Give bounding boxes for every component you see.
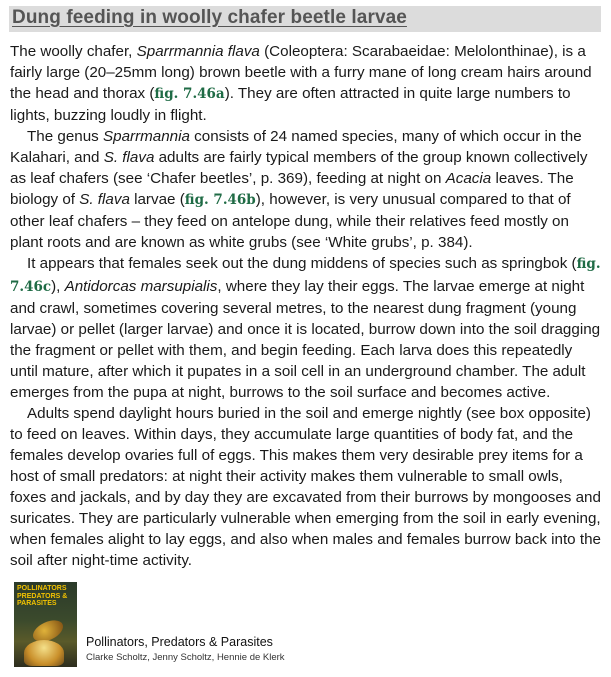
text-run: ). They are often attracted in quite large numbers to lights, buzzing loudly in flight.	[10, 85, 571, 125]
text-run: larvae (	[129, 191, 185, 209]
box-title: Dung feeding in woolly chafer beetle larvae	[12, 7, 407, 28]
text-run: It appears that females seek out the dung middens of species such as springbok (	[27, 255, 577, 273]
text-run: (Coleoptera: Scarabaeidae: Melolonthinae), is a fairly large (20–25mm long) brown beetle with a furry mane of long cream hairs around the head and thorax (	[10, 43, 592, 103]
book-authors: Clarke Scholtz, Jenny Scholtz, Hennie de Klerk	[86, 652, 285, 663]
paragraph-3	[10, 253, 602, 402]
text-run: adults are fairly typical members of the group known collectively as leaf chafers (see ‘Chafer beetles’, p. 369), feeding at night on	[10, 149, 588, 188]
text-run: The genus	[27, 128, 103, 146]
text-run: The woolly chafer,	[10, 43, 137, 60]
text-run: leaves. The biology of	[10, 170, 574, 209]
book-title: Pollinators, Predators & Parasites	[86, 635, 273, 649]
flower-illustration	[24, 640, 64, 666]
species-name: Sparrmannia flava	[136, 43, 260, 60]
figure-reference: fig. 7.46c	[10, 256, 601, 295]
text-run: consists of 24 named species, many of which occur in the Kalahari, and	[10, 128, 582, 167]
figure-reference: fig. 7.46a	[154, 86, 225, 103]
species-name: Antidorcas marsupialis	[64, 277, 218, 295]
species-name: S. flava	[79, 191, 130, 209]
paragraph-2	[10, 126, 602, 253]
species-name: S. flava	[103, 149, 155, 167]
figure-reference: fig. 7.46b	[184, 192, 256, 209]
text-run: ),	[51, 277, 65, 295]
text-run: Adults spend daylight hours buried in the soil and emerge nightly (see box opposite) to feed on leaves. Within days, they accumulate large quantities of body fat, and the females develop ovaries full of eggs. This makes them very desirable prey items for a host of small predators: at night their activity makes them vulnerable to small owls, foxes and jackals, and by day they are excavated from their burrows by mongooses and suricates. They are particularly vulnerable when emerging from the soil in early evening, when females alight to lay eggs, and also when males and females burrow back into the soil after night-time activity.	[10, 404, 601, 570]
genus-name: Acacia	[445, 170, 492, 188]
box-title-bar	[9, 6, 601, 32]
article-body	[10, 41, 602, 571]
book-cover-image[interactable]	[14, 582, 77, 667]
paragraph-1	[10, 41, 602, 126]
paragraph-4	[10, 403, 602, 571]
text-run: ), however, is very unusual compared to that of other leaf chafers – they feed on antelope dung, while their relatives feed mostly on plant roots and are known as white grubs (see ‘White grubs’, p. 384).	[10, 191, 571, 252]
text-run: , where they lay their eggs. The larvae emerge at night and crawl, sometimes covering several metres, to the nearest dung fragment (young larvae) or pellet (larger larvae) and once it is located, burrow down into the soil dragging the fragment or pellet with them, and begin feeding. Each larva does this repeatedly until mature, after which it pupates in a soil cell in an underground chamber. The adult emerges from the pupa at night, burrows to the soil surface and becomes active.	[10, 277, 601, 401]
genus-name: Sparrmannia	[103, 128, 190, 146]
book-cover-title: POLLINATORS PREDATORS & PARASITES	[17, 585, 68, 607]
